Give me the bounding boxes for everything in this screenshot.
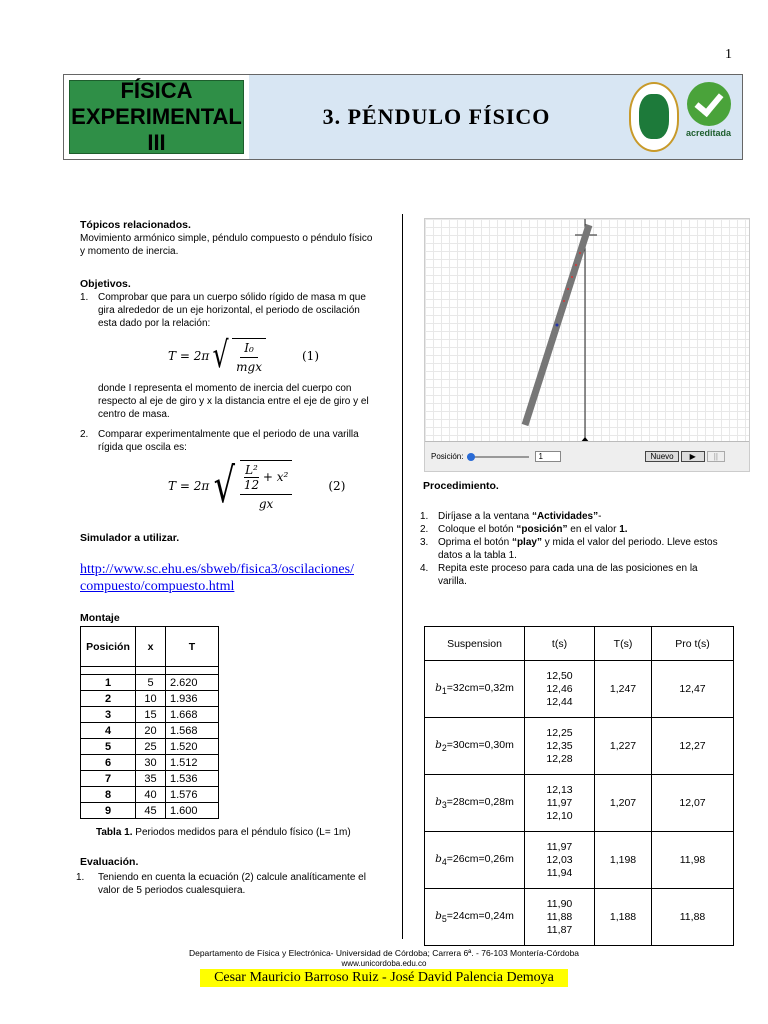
eq2-x2: + x²: [262, 470, 289, 484]
table-row: [81, 771, 219, 787]
course-line2: EXPERIMENTAL III: [71, 104, 242, 155]
table-row: [425, 889, 734, 946]
t1-cell-posicion: 3: [81, 707, 136, 723]
accreditation-logo: [680, 82, 738, 152]
t1-cell-x: 20: [136, 723, 166, 739]
t1-cell-T: 1.668: [166, 707, 219, 723]
t1-cell-T: 1.576: [166, 787, 219, 803]
objectives-heading: Objetivos.: [80, 278, 131, 290]
topics-text: Movimiento armónico simple, péndulo compuesto o péndulo físico y momento de inercia.: [80, 233, 373, 257]
table-row: [81, 707, 219, 723]
t2-header-suspension: Suspension: [425, 627, 525, 661]
t2-cell-suspension: $b_4=26cm=0,26m$: [425, 832, 525, 889]
t1-cell-x: 30: [136, 755, 166, 771]
t2-cell-T: 1,207: [595, 775, 652, 832]
t2-header-T: T(s): [595, 627, 652, 661]
table-row: [81, 691, 219, 707]
table-row: [425, 661, 734, 718]
procedure-step: 2. Coloque el botón “posición” en el valor 1.: [420, 524, 628, 535]
t2-header-t: t(s): [525, 627, 595, 661]
t2-cell-suspension: $b_1=32cm=0,32m$: [425, 661, 525, 718]
t2-header-pro: Pro t(s): [652, 627, 734, 661]
t1-cell-T: 1.568: [166, 723, 219, 739]
table-1-caption: Tabla 1. Periodos medidos para el péndulo físico (L= 1m): [96, 827, 351, 838]
t1-cell-x: 5: [136, 675, 166, 691]
objectives-section: [80, 278, 380, 330]
topics-section: [80, 219, 380, 258]
evaluation-1: 1. Teniendo en cuenta la ecuación (2) calcule analíticamente el valor de 5 periodos cualesquiera.: [76, 872, 366, 896]
slider-thumb[interactable]: [467, 453, 475, 461]
t1-cell-posicion: 4: [81, 723, 136, 739]
simulator-screenshot: [424, 218, 750, 472]
t1-header-T: T: [166, 627, 219, 667]
t1-cell-x: 25: [136, 739, 166, 755]
t1-cell-T: 2.620: [166, 675, 219, 691]
rod-marker: [571, 276, 573, 278]
eq2-lhs: T = 2π: [168, 478, 210, 493]
t2-cell-t: 11,90 11,88 11,87: [525, 889, 595, 946]
footer-website: www.unicordoba.edu.co: [341, 959, 427, 968]
t1-cell-x: 35: [136, 771, 166, 787]
t1-cell-posicion: 9: [81, 803, 136, 819]
t1-cell-x: 10: [136, 691, 166, 707]
t1-cell-posicion: 7: [81, 771, 136, 787]
position-slider[interactable]: [467, 456, 529, 458]
topics-heading: Tópicos relacionados.: [80, 219, 191, 231]
equation-1: [168, 335, 319, 376]
simulator-controls: [425, 441, 749, 471]
pendulum-drawing: [425, 219, 750, 443]
t2-cell-t: 11,97 12,03 11,94: [525, 832, 595, 889]
course-line1: FÍSICA: [120, 78, 193, 103]
montaje-heading: Montaje: [80, 612, 120, 624]
eq1-numerator: I₀: [240, 341, 258, 358]
table-row: [81, 723, 219, 739]
rod-marker: [579, 252, 581, 254]
t1-cell-T: 1.512: [166, 755, 219, 771]
procedure-heading: Procedimiento.: [423, 480, 499, 492]
t2-cell-t: 12,13 11,97 12,10: [525, 775, 595, 832]
logos: [624, 75, 742, 159]
procedure-step: 1. Diríjase a la ventana “Actividades”-: [420, 511, 602, 522]
rod-marker: [563, 300, 565, 302]
t1-cell-T: 1.520: [166, 739, 219, 755]
eq1-lhs: T = 2π: [168, 349, 210, 363]
accreditation-label: acreditada: [685, 128, 732, 138]
course-box: [64, 75, 249, 159]
table-2: [424, 626, 734, 946]
t1-cell-x: 45: [136, 803, 166, 819]
t2-cell-T: 1,198: [595, 832, 652, 889]
objective-1: 1. Comprobar que para un cuerpo sólido rígido de masa m que gira alrededor de un eje horizontal, el periodo de oscilación esta dado por la relación:: [80, 292, 366, 329]
position-input[interactable]: 1: [535, 451, 561, 462]
eq2-L2: L²: [245, 463, 258, 477]
t1-header-posicion: Posición: [81, 627, 136, 667]
t1-cell-x: 40: [136, 787, 166, 803]
t2-cell-t: 12,50 12,46 12,44: [525, 661, 595, 718]
t2-cell-suspension: $b_2=30cm=0,30m$: [425, 718, 525, 775]
t2-cell-suspension: $b_3=28cm=0,28m$: [425, 775, 525, 832]
pause-button[interactable]: ||: [707, 451, 725, 462]
t2-cell-pro: 12,47: [652, 661, 734, 718]
t2-cell-T: 1,247: [595, 661, 652, 718]
eq2-denominator: gx: [258, 497, 274, 511]
t2-cell-suspension: $b_5=24cm=0,24m$: [425, 889, 525, 946]
objective-2: 2. Comparar experimentalmente que el periodo de una varilla rígida que oscila es:: [80, 429, 359, 453]
page-title: 3. PÉNDULO FÍSICO: [322, 104, 551, 129]
course-label-box: [69, 80, 244, 154]
t1-cell-posicion: 6: [81, 755, 136, 771]
objective-1-after: donde I representa el momento de inercia del cuerpo con respecto al eje de giro y x la distancia entre el eje de giro y el centro de masa.: [98, 383, 369, 420]
evaluation-heading: Evaluación.: [80, 856, 139, 868]
sqrt-icon: √ $\frac{\text{L²}}{12}$ + x² gx: [209, 460, 292, 511]
t1-cell-T: 1.600: [166, 803, 219, 819]
t2-cell-T: 1,188: [595, 889, 652, 946]
eq2-number: (2): [328, 478, 346, 493]
simulator-heading: Simulador a utilizar.: [80, 532, 180, 544]
equation-2: [168, 457, 346, 514]
university-seal-logo: [629, 82, 679, 152]
procedure-steps: [420, 510, 722, 588]
sqrt-icon: √ $\frac{\text{I₀}}{\text{mgx}}$: [209, 338, 266, 374]
eq1-denominator: mgx: [236, 360, 262, 374]
new-button[interactable]: Nuevo: [645, 451, 678, 462]
t1-cell-x: 15: [136, 707, 166, 723]
column-divider: [402, 214, 403, 939]
eq2-12: 12: [243, 478, 260, 492]
table-row: [81, 755, 219, 771]
course-label: [70, 78, 243, 156]
table-row: [81, 739, 219, 755]
table-row: [81, 803, 219, 819]
t1-cell-posicion: 8: [81, 787, 136, 803]
title-box: [249, 75, 624, 159]
procedure-step: 4. Repita este proceso para cada una de las posiciones en la varilla.: [420, 563, 698, 587]
table-row: [425, 832, 734, 889]
t1-cell-posicion: 5: [81, 739, 136, 755]
procedure-step: 3. Oprima el botón “play” y mida el valor del periodo. Lleve estos datos a la tabla 1.: [420, 537, 718, 561]
footer-authors: Cesar Mauricio Barroso Ruiz - José David Palencia Demoya: [200, 969, 568, 987]
header-banner: [63, 74, 743, 160]
eq1-number: (1): [302, 349, 319, 363]
t2-cell-pro: 12,07: [652, 775, 734, 832]
t1-cell-T: 1.536: [166, 771, 219, 787]
check-icon: [687, 82, 731, 126]
t1-header-x: x: [136, 627, 166, 667]
t1-cell-posicion: 2: [81, 691, 136, 707]
table-row: [81, 787, 219, 803]
t1-cell-T: 1.936: [166, 691, 219, 707]
table-row: [81, 675, 219, 691]
center-of-mass-marker: [556, 324, 559, 327]
rod-marker: [575, 264, 577, 266]
rod-marker: [567, 288, 569, 290]
t2-cell-T: 1,227: [595, 718, 652, 775]
footer-address: Departamento de Física y Electrónica- Universidad de Córdoba; Carrera 6ª. - 76-103 Montería-Córdoba: [188, 948, 580, 958]
t2-cell-pro: 11,88: [652, 889, 734, 946]
t2-cell-pro: 12,27: [652, 718, 734, 775]
position-label: Posición:: [431, 452, 464, 461]
t2-cell-t: 12,25 12,35 12,28: [525, 718, 595, 775]
play-button[interactable]: ▶: [681, 451, 705, 462]
t1-cell-posicion: 1: [81, 675, 136, 691]
table-1: [80, 626, 219, 819]
simulator-link[interactable]: http://www.sc.ehu.es/sbweb/fisica3/oscilaciones/ compuesto/compuesto.html: [80, 562, 354, 594]
table-row: [425, 718, 734, 775]
t2-cell-pro: 11,98: [652, 832, 734, 889]
page-number: 1: [725, 47, 732, 62]
table-row: [425, 775, 734, 832]
